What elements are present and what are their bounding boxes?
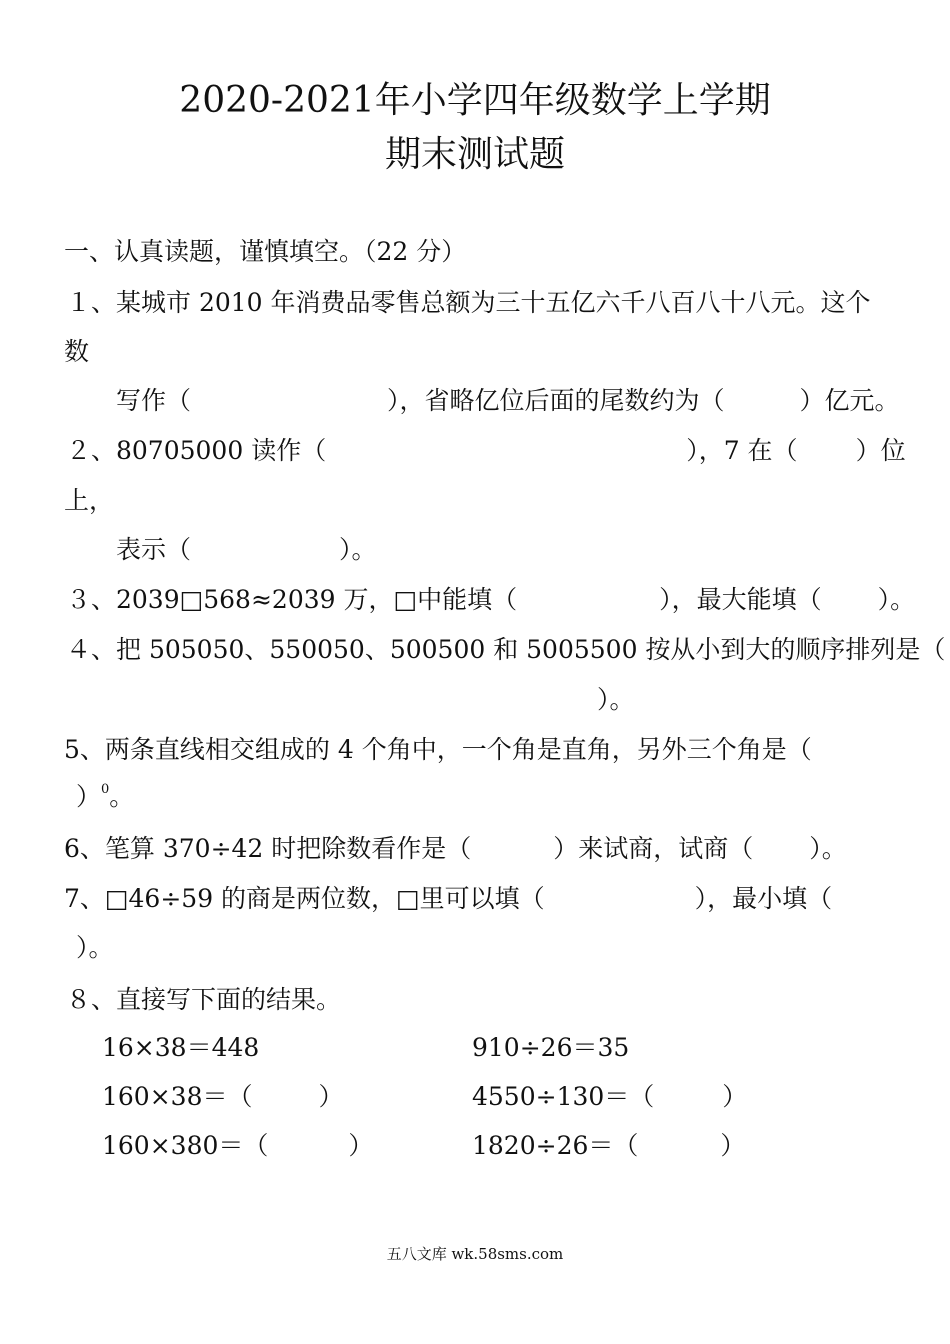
- q2-c-part2: ）。: [339, 535, 377, 564]
- q8-right-2-row: [472, 1077, 747, 1113]
- q8-right-2: 4550÷130＝（: [472, 1082, 655, 1111]
- q4-line-b: ）。: [597, 685, 635, 714]
- q6-line: [64, 829, 847, 865]
- q2-line-c: [116, 530, 377, 566]
- page-title-line2: 期末测试题: [384, 134, 565, 175]
- q4-line-a: ４、把 505050、550050、500500 和 5005500 按从小到大的顺序排列是（: [66, 635, 946, 664]
- q8-left-2-row: [102, 1077, 344, 1113]
- footer-watermark: 五八文库 wk.58sms.com: [386, 1245, 564, 1263]
- q2-line-b: 上，: [64, 486, 115, 515]
- q2-line-a: [66, 431, 906, 467]
- q6-part3: ）。: [809, 834, 847, 863]
- q5-line-b: [76, 777, 134, 813]
- q1-line-c: [116, 381, 900, 417]
- q5-b-part2: 。: [109, 782, 135, 811]
- q8-right-3-close: ）: [720, 1131, 746, 1160]
- q8-left-3-close: ）: [348, 1131, 374, 1160]
- q8-right-1: 910÷26＝35: [472, 1033, 630, 1062]
- q8-right-3-row: [472, 1126, 745, 1162]
- q8-left-2-close: ）: [318, 1082, 344, 1111]
- q2-c-part1: 表示（: [116, 535, 192, 564]
- q3-part3: ）。: [877, 585, 916, 614]
- page-title-line1: 2020-2021年小学四年级数学上学期: [179, 80, 771, 121]
- q7-part2: ），最小填（: [694, 884, 833, 913]
- q5-b-part1: ）: [76, 782, 102, 811]
- q8-right-3: 1820÷26＝（: [472, 1131, 639, 1160]
- q8-left-3: 160×380＝（: [102, 1131, 269, 1160]
- section1-heading: 一、认真读题，谨慎填空。（22 分）: [64, 237, 467, 266]
- q8-heading: ８、直接写下面的结果。: [66, 985, 342, 1014]
- q1-line-a: １、某城市 2010 年消费品零售总额为三十五亿六千八百八十八元。这个: [66, 288, 871, 317]
- q1-c-part3: ）亿元。: [799, 386, 900, 415]
- q3-part1: ３、2039□568≈2039 万，□中能填（: [66, 585, 518, 614]
- q3-part2: ），最大能填（: [659, 585, 822, 614]
- q7-line-b: ）。: [76, 933, 114, 962]
- q8-left-3-row: [102, 1126, 373, 1162]
- q2-a-part3: ）位: [855, 436, 906, 465]
- q8-left-1: 16×38＝448: [102, 1033, 260, 1062]
- q1-line-b: 数: [64, 337, 90, 366]
- q8-left-2: 160×38＝（: [102, 1082, 253, 1111]
- q1-c-part2: ），省略亿位后面的尾数约为（: [387, 386, 725, 415]
- q2-a-part1: ２、80705000 读作（: [66, 436, 327, 465]
- q6-part2: ）来试商，试商（: [553, 834, 754, 863]
- q5-degree-sup: 0: [101, 782, 110, 797]
- q7-line-a: [64, 879, 832, 915]
- q1-c-part1: 写作（: [116, 386, 192, 415]
- q7-part1: 7、□46÷59 的商是两位数，□里可以填（: [64, 884, 545, 913]
- q2-a-part2: ），7 在（: [686, 436, 798, 465]
- q8-right-2-close: ）: [722, 1082, 748, 1111]
- q3-line: [66, 580, 915, 616]
- q6-part1: 6、笔算 370÷42 时把除数看作是（: [64, 834, 472, 863]
- q5-line-a: 5、两条直线相交组成的 4 个角中，一个角是直角，另外三个角是（: [64, 735, 812, 764]
